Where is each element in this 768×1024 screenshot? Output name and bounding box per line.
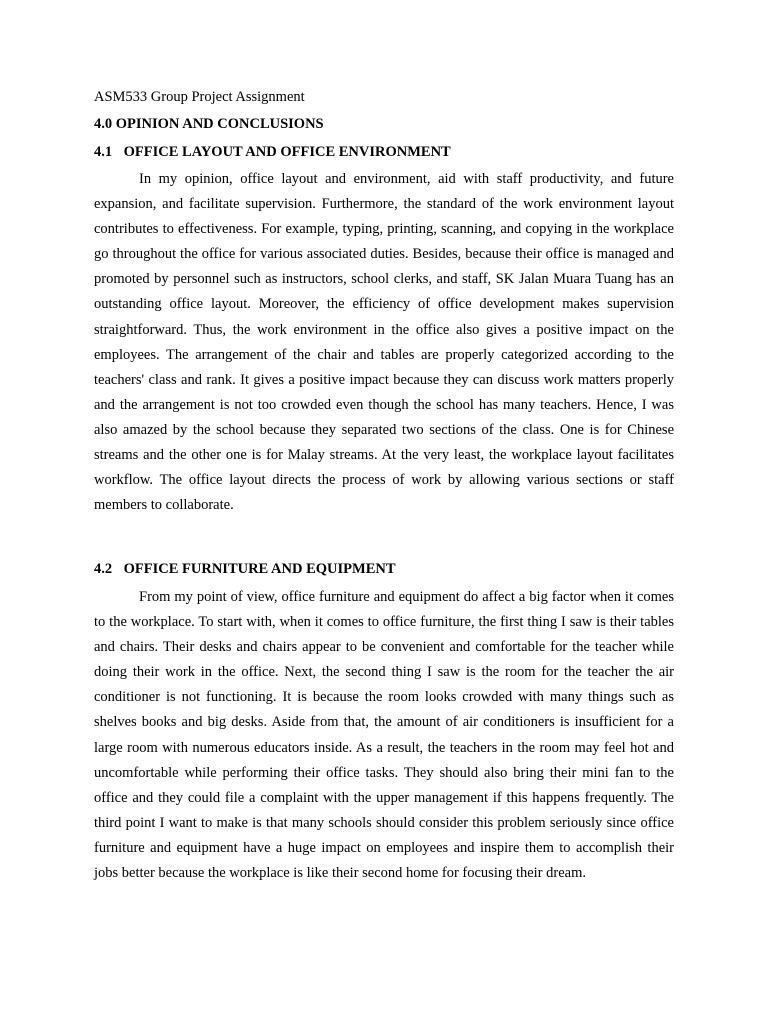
section-heading-office-layout [94, 142, 451, 162]
section-body-office-furniture: From my point of view, office furniture and equipment do affect a big factor when it comes to the workplace. To start with, when it comes to office furniture, the first thing I saw is their tables and chairs. Their desks and chairs appear to be convenient and comfortable for the teacher while doing their work in the office. Next, the second thing I saw is the room for the teacher the air conditioner is not functioning. It is because the room looks crowded with many things such as shelves books and big desks. Aside from that, the amount of air conditioners is insufficient for a large room with numerous educators inside. As a result, the teachers in the room may feel hot and uncomfortable while performing their office tasks. They should also bring their mini fan to the office and they could file a complaint with the upper management if this happens frequently. The third point I want to make is that many schools should consider this problem seriously since office furniture and equipment have a huge impact on employees and inspire them to accomplish their jobs better because the workplace is like their second home for focusing their dream. [94, 589, 674, 882]
section-number: 4.2 [94, 561, 113, 577]
section-body-office-layout: In my opinion, office layout and environment, aid with staff productivity, and future expansion, and facilitate supervision. Furthermore, the standard of the work environment layout contributes to effectiveness. For example, typing, printing, scanning, and copying in the workplace go throughout the office for various associated duties. Besides, because their office is managed and promoted by personnel such as instructors, school clerks, and staff, SK Jalan Muara Tuang has an outstanding office layout. Moreover, the efficiency of office development makes supervision straightforward. Thus, the work environment in the office also gives a positive impact on the employees. The arrangement of the chair and tables are properly categorized according to the teachers' class and rank. It gives a positive impact because they can discuss work matters properly and the arrangement is not too crowded even though the school has many teachers. Hence, I was also amazed by the school because they separated two sections of the class. One is for Chinese streams and the other one is for Malay streams. At the very least, the workplace layout facilitates workflow. The office layout directs the process of work by allowing various sections or staff members to collaborate. [94, 171, 674, 514]
section-number: 4.1 [94, 144, 113, 160]
document-header: ASM533 Group Project Assignment [94, 89, 305, 105]
section-heading-office-furniture [94, 559, 396, 579]
section-title: OFFICE FURNITURE AND EQUIPMENT [123, 561, 396, 577]
main-heading: 4.0 OPINION AND CONCLUSIONS [94, 116, 324, 132]
section-title: OFFICE LAYOUT AND OFFICE ENVIRONMENT [123, 144, 451, 160]
